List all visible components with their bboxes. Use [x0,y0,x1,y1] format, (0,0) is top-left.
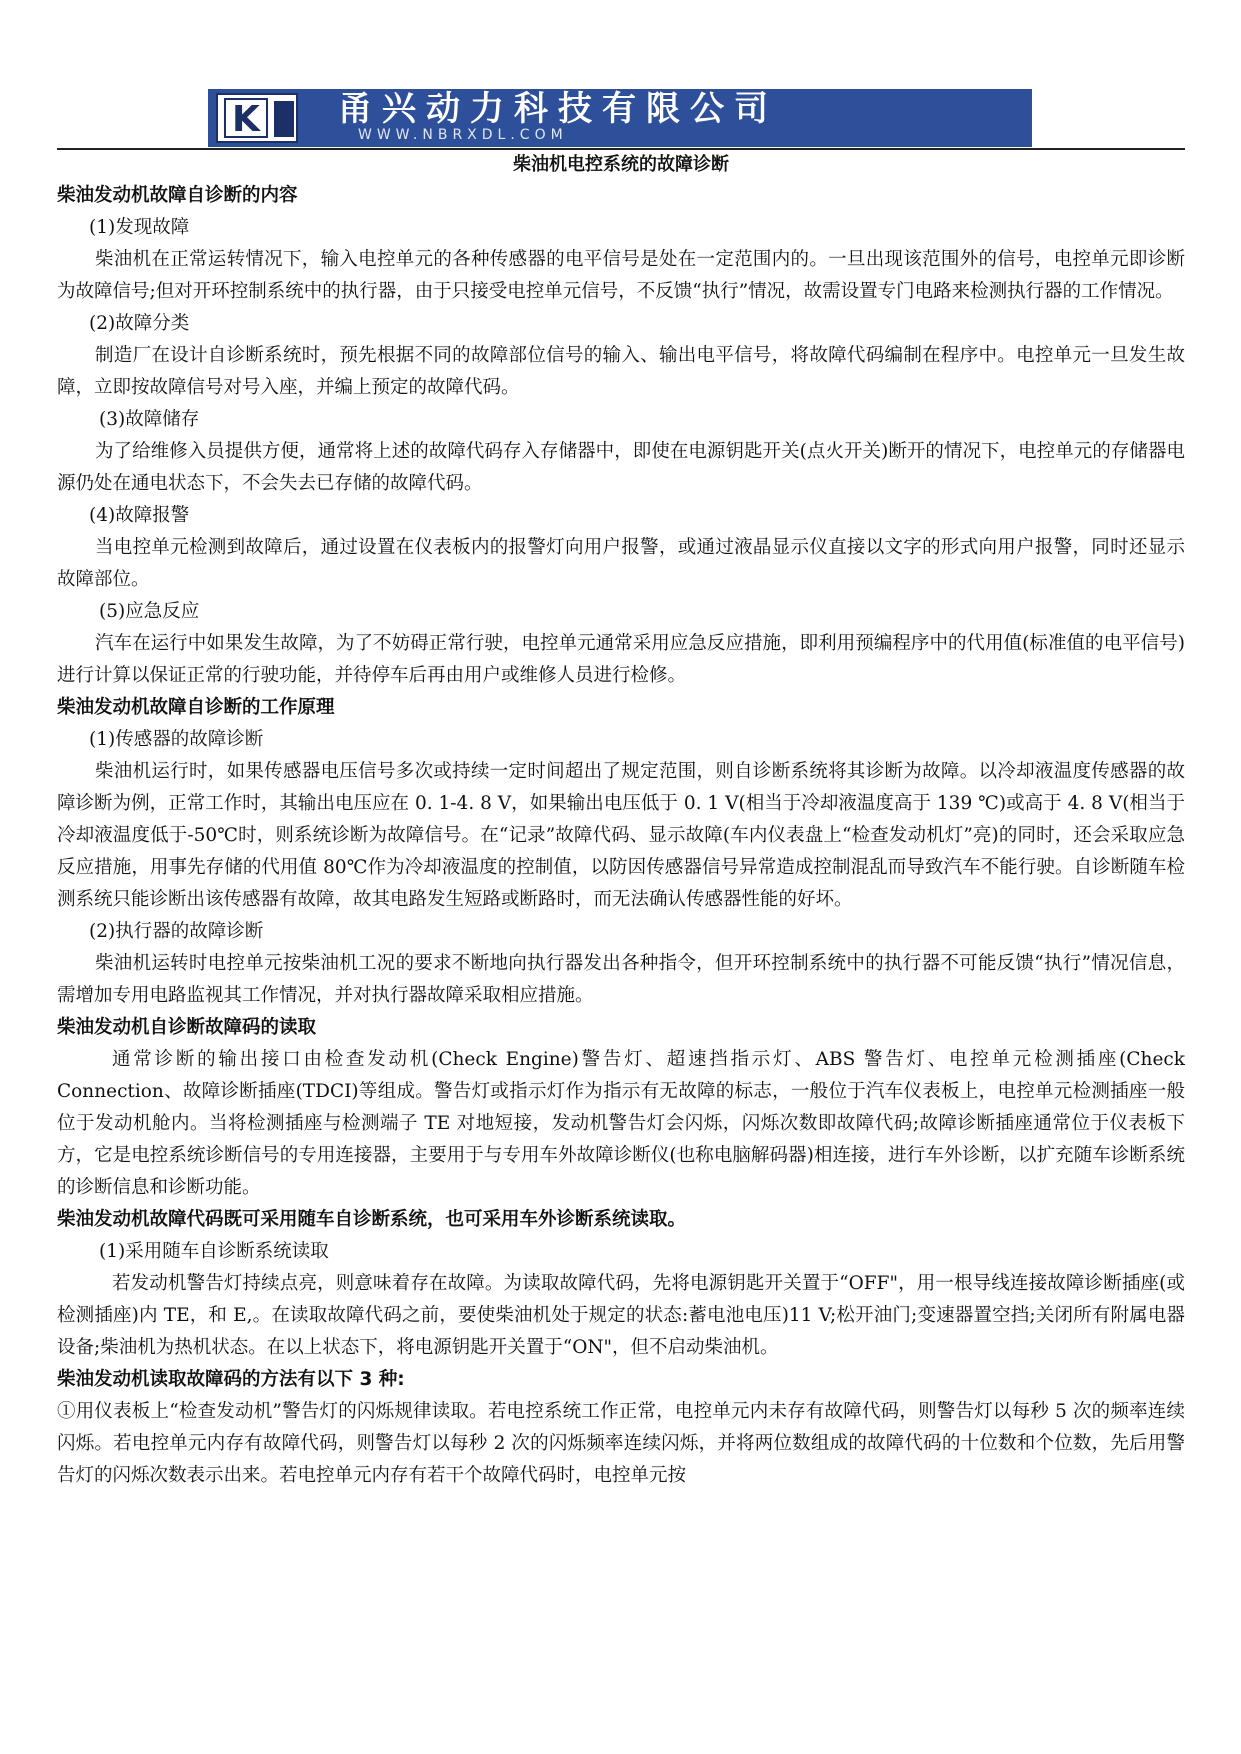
paragraph: 通常诊断的输出接口由检查发动机(Check Engine)警告灯、超速挡指示灯、ABS 警告灯、电控单元检测插座(Check Connection、故障诊断插座(TDCI)等组成。警告灯或指示灯作为指示有无故障的标志，一般位于汽车仪表板上，电控单元检测插座一般位于发动机舱内。当将检测插座与检测端子 TE 对地短接，发动机警告灯会闪烁，闪烁次数即故障代码;故障诊断插座通常位于仪表板下方，它是电控系统诊断信号的专用连接器，主要用于与专用车外故障诊断仪(也称电脑解码器)相连接，进行车外诊断，以扩充随车诊断系统的诊断信息和诊断功能。 [57,1049,1185,1198]
subsection-heading: (2)故障分类 [89,313,190,334]
section-heading: 柴油发动机故障自诊断的工作原理 [57,697,335,718]
subsection-heading: (1)采用随车自诊断系统读取 [99,1241,329,1262]
subsection-heading: (1)传感器的故障诊断 [89,729,264,750]
section-heading: 柴油发动机故障代码既可采用随车自诊断系统，也可采用车外诊断系统读取。 [57,1209,687,1230]
paragraph: 柴油机在正常运转情况下，输入电控单元的各种传感器的电平信号是处在一定范围内的。一旦出现该范围外的信号，电控单元即诊断为故障信号;但对开环控制系统中的执行器，由于只接受电控单元信号，不反馈“执行”情况，故需设置专门电路来检测执行器的工作情况。 [57,249,1185,302]
logo-letter: K [224,98,268,138]
logo-side-mark [274,101,294,137]
paragraph: 汽车在运行中如果发生故障，为了不妨碍正常行驶，电控单元通常采用应急反应措施，即利用预编程序中的代用值(标准值的电平信号)进行计算以保证正常的行驶功能，并待停车后再由用户或维修人员进行检修。 [57,633,1185,686]
subsection-heading: (1)发现故障 [89,217,190,238]
paragraph: 柴油机运转时电控单元按柴油机工况的要求不断地向执行器发出各种指令，但开环控制系统中的执行器不可能反馈“执行”情况信息，需增加专用电路监视其工作情况，并对执行器故障采取相应措施。 [57,953,1185,1006]
section-heading: 柴油发动机读取故障码的方法有以下 3 种: [57,1369,405,1390]
paragraph: ①用仪表板上“检查发动机”警告灯的闪烁规律读取。若电控系统工作正常，电控单元内未存有故障代码，则警告灯以每秒 5 次的频率连续闪烁。若电控单元内存有故障代码，则警告灯以每秒 2 次的闪烁频率连续闪烁，并将两位数组成的故障代码的十位数和个位数，先后用警告灯的闪烁次数表示出来。若电控单元内存有若干个故障代码时，电控单元按 [57,1401,1185,1486]
paragraph: 为了给维修入员提供方便，通常将上述的故障代码存入存储器中，即使在电源钥匙开关(点火开关)断开的情况下，电控单元的存储器电源仍处在通电状态下，不会失去已存储的故障代码。 [57,441,1185,494]
subsection-heading: (2)执行器的故障诊断 [89,921,264,942]
paragraph: 柴油机运行时，如果传感器电压信号多次或持续一定时间超出了规定范围，则自诊断系统将其诊断为故障。以冷却液温度传感器的故障诊断为例，正常工作时，其输出电压应在 0. 1-4. 8 V，如果输出电压低于 0. 1 V(相当于冷却液温度高于 139 ℃)或高于 4. 8 V(相当于冷却液温度低于-50℃时，则系统诊断为故障信号。在“记录”故障代码、显示故障(车内仪表盘上“检查发动机灯”亮)的同时，还会采取应急反应措施，用事先存储的代用值 80℃作为冷却液温度的控制值，以防因传感器信号异常造成控制混乱而导致汽车不能行驶。自诊断随车检测系统只能诊断出该传感器有故障，故其电路发生短路或断路时，而无法确认传感器性能的好坏。 [57,761,1185,910]
company-logo [216,93,298,143]
paragraph: 制造厂在设计自诊断系统时，预先根据不同的故障部位信号的输入、输出电平信号，将故障代码编制在程序中。电控单元一旦发生故障，立即按故障信号对号入座，并编上预定的故障代码。 [57,345,1185,398]
paragraph: 若发动机警告灯持续点亮，则意味着存在故障。为读取故障代码，先将电源钥匙开关置于“OFF"，用一根导线连接故障诊断插座(或检测插座)内 TE，和 E,。在读取故障代码之前，要使柴油机处于规定的状态:蓄电池电压)11 V;松开油门;变速器置空挡;关闭所有附属电器设备;柴油机为热机状态。在以上状态下，将电源钥匙开关置于“ON"，但不启动柴油机。 [57,1273,1185,1358]
subsection-heading: (5)应急反应 [99,601,200,622]
subsection-heading: (3)故障储存 [99,409,200,430]
subsection-heading: (4)故障报警 [89,505,190,526]
section-heading: 柴油发动机故障自诊断的内容 [57,185,298,206]
document-title: 柴油机电控系统的故障诊断 [513,154,729,175]
document-body [57,150,1185,1492]
company-banner [208,89,1032,147]
section-heading: 柴油发动机自诊断故障码的读取 [57,1017,317,1038]
company-url: WWW.NBRXDL.COM [358,127,568,143]
company-name: 甬兴动力科技有限公司 [338,89,778,129]
paragraph: 当电控单元检测到故障后，通过设置在仪表板内的报警灯向用户报警，或通过液晶显示仪直接以文字的形式向用户报警，同时还显示故障部位。 [57,537,1185,590]
